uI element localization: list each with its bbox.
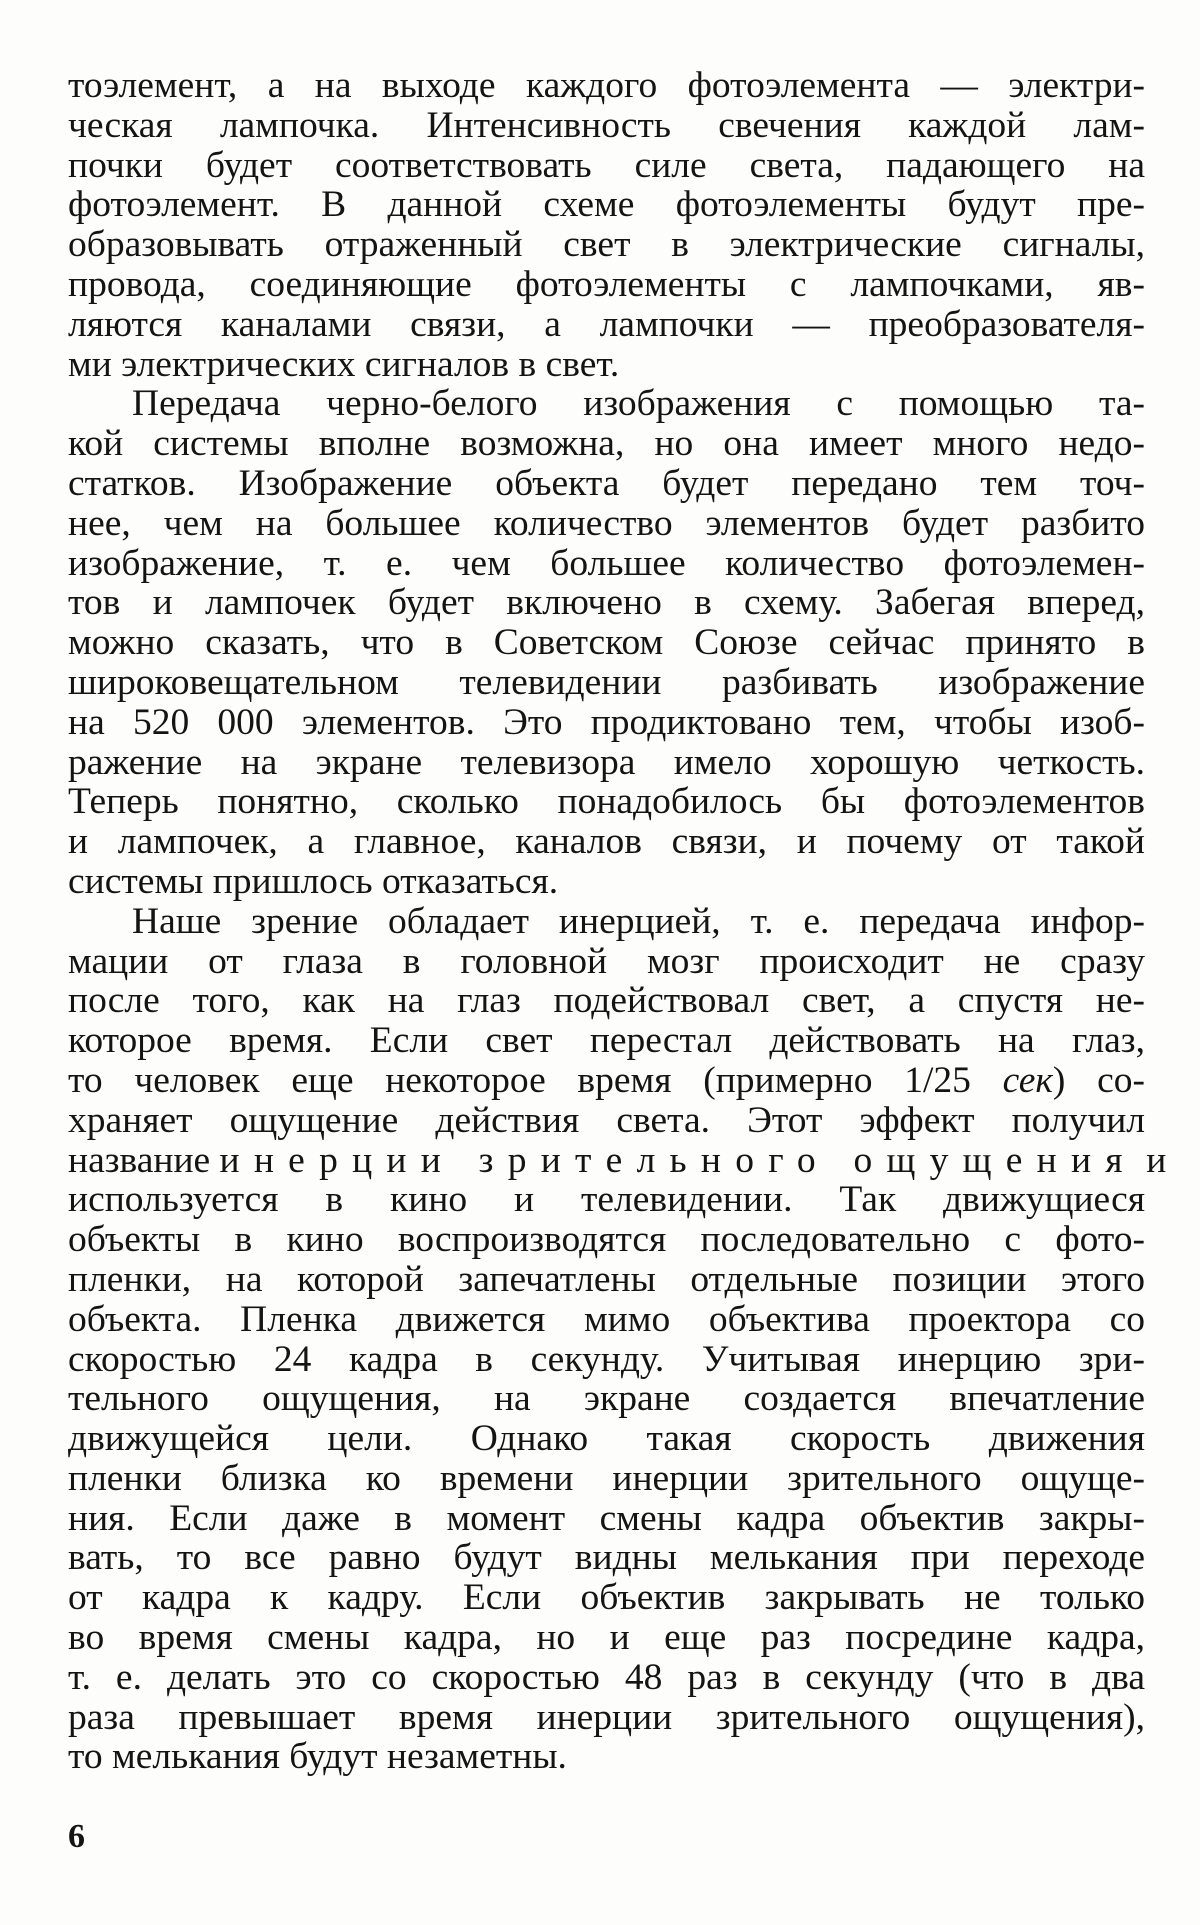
emphasized-term: инерции зрительного ощущения <box>219 1139 1137 1181</box>
text-line: объекты в кино воспроизводятся последовательно с фото- <box>68 1219 1145 1261</box>
text-line: Наше зрение обладает инерцией, т. е. передача инфор- <box>132 900 1145 942</box>
text-line: образовывать отраженный свет в электрические сигналы, <box>68 224 1145 266</box>
text-line: скоростью 24 кадра в секунду. Учитывая инерцию зри- <box>68 1338 1145 1380</box>
text-fragment: и <box>1136 1139 1167 1181</box>
text-line: пленки, на которой запечатлены отдельные позиции этого <box>68 1258 1145 1300</box>
paragraph-3 <box>68 900 1167 1778</box>
text-line: объекта. Пленка движется мимо объектива проектора со <box>68 1298 1145 1340</box>
text-line: системы пришлось отказаться. <box>68 860 559 902</box>
text-line: почки будет соответствовать силе света, падающего на <box>68 144 1145 186</box>
text-fragment: то человек еще некоторое время (примерно 1/25 <box>68 1059 1003 1101</box>
text-line: от кадра к кадру. Если объектив закрывать не только <box>68 1577 1145 1619</box>
text-line: ческая лампочка. Интенсивность свечения каждой лам- <box>68 104 1145 146</box>
text-line: фотоэлемент. В данной схеме фотоэлементы будут пре- <box>68 184 1145 226</box>
text-line: изображение, т. е. чем большее количество фотоэлемен- <box>68 542 1145 584</box>
text-line: тоэлемент, а на выходе каждого фотоэлемента — электри- <box>68 65 1145 106</box>
text-line: тов и лампочек будет включено в схему. Забегая вперед, <box>68 582 1145 624</box>
text-line: на 520 000 элементов. Это продиктовано тем, чтобы изоб- <box>68 701 1145 743</box>
time-unit: сек <box>1002 1059 1053 1101</box>
page-number: 6 <box>68 1818 85 1855</box>
text-line: широковещательном телевидении разбивать изображение <box>68 661 1145 703</box>
text-line: и лампочек, а главное, каналов связи, и почему от такой <box>68 821 1145 863</box>
text-line: Теперь понятно, сколько понадобилось бы фотоэлементов <box>68 781 1145 823</box>
text-line <box>68 1061 1145 1101</box>
text-line: провода, соединяющие фотоэлементы с лампочками, яв- <box>68 263 1145 305</box>
paragraph-2 <box>68 384 1145 901</box>
text-line: ми электрических сигналов в свет. <box>68 343 620 385</box>
text-line: кой системы вполне возможна, но она имеет много недо- <box>68 423 1145 465</box>
text-line: раза превышает время инерции зрительного ощущения), <box>68 1696 1145 1738</box>
text-line: которое время. Если свет перестал действовать на глаз, <box>68 1020 1145 1062</box>
text-line: Передача черно-белого изображения с помощью та- <box>132 383 1145 425</box>
text-line: во время смены кадра, но и еще раз посредине кадра, <box>68 1617 1145 1659</box>
text-line: тельного ощущения, на экране создается впечатление <box>68 1378 1145 1420</box>
text-line: можно сказать, что в Советском Союзе сейчас принято в <box>68 622 1145 664</box>
text-line: вать, то все равно будут видны мелькания при переходе <box>68 1537 1145 1579</box>
text-line: т. е. делать это со скоростью 48 раз в секунду (что в два <box>68 1656 1145 1698</box>
text-line: статков. Изображение объекта будет передано тем точ- <box>68 462 1145 504</box>
text-line: ражение на экране телевизора имело хорошую четкость. <box>68 741 1145 783</box>
text-line <box>68 1139 1167 1181</box>
text-line: после того, как на глаз подействовал свет, а спустя не- <box>68 980 1145 1022</box>
paragraph-1 <box>68 66 1145 384</box>
text-line: храняет ощущение действия света. Этот эффект получил <box>68 1099 1145 1141</box>
text-line: движущейся цели. Однако такая скорость движения <box>68 1418 1145 1460</box>
text-line: мации от глаза в головной мозг происходит не сразу <box>68 940 1145 982</box>
text-line: используется в кино и телевидении. Так движущиеся <box>68 1179 1145 1221</box>
text-line: ния. Если даже в момент смены кадра объектив закры- <box>68 1497 1145 1539</box>
body-text <box>68 65 1167 1778</box>
text-fragment: название <box>68 1139 220 1181</box>
text-line: нее, чем на большее количество элементов будет разбито <box>68 502 1145 544</box>
text-line: пленки близка ко времени инерции зрительного ощуще- <box>68 1457 1145 1499</box>
text-line: ляются каналами связи, а лампочки — преобразователя- <box>68 303 1145 345</box>
text-line: то мелькания будут незаметны. <box>68 1736 567 1778</box>
text-fragment: ) со- <box>1052 1059 1145 1101</box>
